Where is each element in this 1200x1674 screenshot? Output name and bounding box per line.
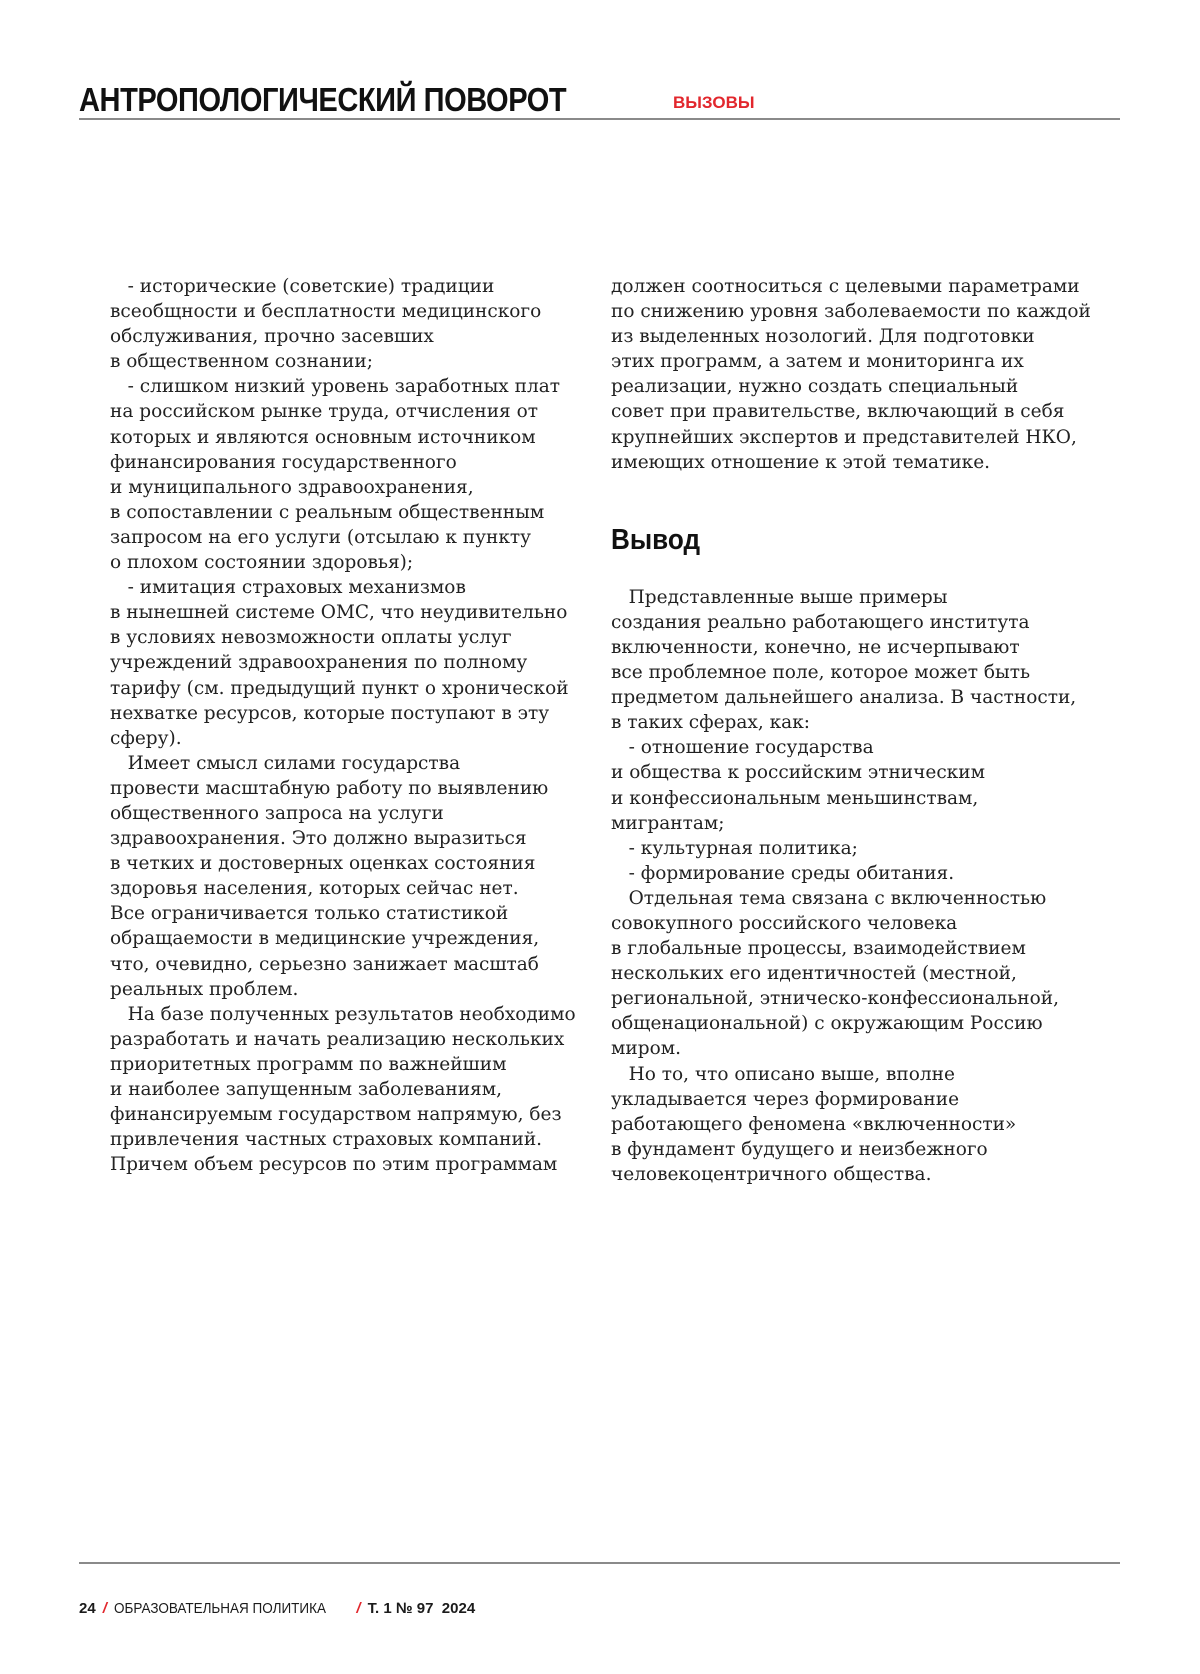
text-line: по снижению уровня заболеваемости по каждой — [611, 299, 1101, 324]
text-line: Имеет смысл силами государства — [110, 751, 590, 776]
text-line: и муниципального здравоохранения, — [110, 475, 590, 500]
text-line: что, очевидно, серьезно занижает масштаб — [110, 952, 590, 977]
text-line: - имитация страховых механизмов — [110, 575, 590, 600]
right-column-top-text — [611, 274, 1101, 475]
text-line: обслуживания, прочно засевших — [110, 324, 590, 349]
text-line: - слишком низкий уровень заработных плат — [110, 374, 590, 399]
text-line: укладывается через формирование — [611, 1087, 1101, 1112]
text-line: в фундамент будущего и неизбежного — [611, 1137, 1101, 1162]
header-rule — [79, 118, 1120, 120]
text-line: - отношение государства — [611, 735, 1101, 760]
text-line: общественного запроса на услуги — [110, 801, 590, 826]
conclusion-heading: Вывод — [611, 523, 1052, 557]
text-line: разработать и начать реализацию нескольких — [110, 1027, 590, 1052]
issue-info: Т. 1 № 97 2024 — [368, 1597, 476, 1621]
text-line: на российском рынке труда, отчисления от — [110, 399, 590, 424]
text-line: которых и являются основным источником — [110, 425, 590, 450]
text-line: здоровья населения, которых сейчас нет. — [110, 876, 590, 901]
text-line: в нынешней системе ОМС, что неудивительно — [110, 600, 590, 625]
text-line: создания реально работающего института — [611, 610, 1101, 635]
text-line: и конфессиональным меньшинствам, — [611, 786, 1101, 811]
text-line: включенности, конечно, не исчерпывают — [611, 635, 1101, 660]
text-line: миром. — [611, 1036, 1101, 1061]
text-line: тарифу (см. предыдущий пункт о хронической — [110, 676, 590, 701]
text-line: Отдельная тема связана с включенностью — [611, 886, 1101, 911]
text-line: - исторические (советские) традиции — [110, 274, 590, 299]
text-line: должен соотноситься с целевыми параметрами — [611, 274, 1101, 299]
right-column-bottom-text — [611, 585, 1101, 1187]
text-line: - культурная политика; — [611, 836, 1101, 861]
text-line: в глобальные процессы, взаимодействием — [611, 936, 1101, 961]
text-line: в условиях невозможности оплаты услуг — [110, 625, 590, 650]
text-line: совокупного российского человека — [611, 911, 1101, 936]
text-line: финансирования государственного — [110, 450, 590, 475]
text-line: запросом на его услуги (отсылаю к пункту — [110, 525, 590, 550]
text-line: учреждений здравоохранения по полному — [110, 650, 590, 675]
text-line: - формирование среды обитания. — [611, 861, 1101, 886]
text-line: мигрантам; — [611, 811, 1101, 836]
journal-section-title: АНТРОПОЛОГИЧЕСКИЙ ПОВОРОТ — [79, 79, 566, 121]
section-label: ВЫЗОВЫ — [673, 91, 755, 115]
footer-rule — [79, 1562, 1120, 1564]
text-line: совет при правительстве, включающий в себя — [611, 399, 1101, 424]
right-column — [611, 274, 1101, 1187]
text-line: работающего феномена «включенности» — [611, 1112, 1101, 1137]
text-line: в общественном сознании; — [110, 349, 590, 374]
text-line: и наиболее запущенным заболеваниям, — [110, 1077, 590, 1102]
footer-separator-1: / — [103, 1597, 107, 1621]
text-line: Но то, что описано выше, вполне — [611, 1062, 1101, 1087]
text-line: реализации, нужно создать специальный — [611, 374, 1101, 399]
text-line: приоритетных программ по важнейшим — [110, 1052, 590, 1077]
text-line: человекоцентричного общества. — [611, 1162, 1101, 1187]
text-line: имеющих отношение к этой тематике. — [611, 450, 1101, 475]
text-line: привлечения частных страховых компаний. — [110, 1127, 590, 1152]
text-line: сферу). — [110, 726, 590, 751]
text-line: в сопоставлении с реальным общественным — [110, 500, 590, 525]
text-line: общенациональной) с окружающим Россию — [611, 1011, 1101, 1036]
text-line: здравоохранения. Это должно выразиться — [110, 826, 590, 851]
page-header — [79, 79, 1120, 121]
text-line: этих программ, а затем и мониторинга их — [611, 349, 1101, 374]
left-column — [110, 274, 590, 1177]
text-line: предметом дальнейшего анализа. В частности, — [611, 685, 1101, 710]
publication-name: ОБРАЗОВАТЕЛЬНАЯ ПОЛИТИКА — [114, 1597, 326, 1621]
text-line: финансируемым государством напрямую, без — [110, 1102, 590, 1127]
text-line: крупнейших экспертов и представителей НКО, — [611, 425, 1101, 450]
text-line: все проблемное поле, которое может быть — [611, 660, 1101, 685]
text-line: Все ограничивается только статистикой — [110, 901, 590, 926]
text-line: из выделенных нозологий. Для подготовки — [611, 324, 1101, 349]
text-line: Представленные выше примеры — [611, 585, 1101, 610]
text-line: в четких и достоверных оценках состояния — [110, 851, 590, 876]
text-line: о плохом состоянии здоровья); — [110, 550, 590, 575]
text-line: провести масштабную работу по выявлению — [110, 776, 590, 801]
text-line: Причем объем ресурсов по этим программам — [110, 1152, 590, 1177]
text-line: нескольких его идентичностей (местной, — [611, 961, 1101, 986]
text-line: региональной, этническо-конфессиональной, — [611, 986, 1101, 1011]
text-line: в таких сферах, как: — [611, 710, 1101, 735]
page-footer — [79, 1597, 475, 1621]
page-number: 24 — [79, 1597, 96, 1621]
text-line: реальных проблем. — [110, 977, 590, 1002]
footer-separator-2: / — [356, 1597, 360, 1621]
text-line: На базе полученных результатов необходимо — [110, 1002, 590, 1027]
text-line: обращаемости в медицинские учреждения, — [110, 926, 590, 951]
text-line: и общества к российским этническим — [611, 760, 1101, 785]
text-line: нехватке ресурсов, которые поступают в эту — [110, 701, 590, 726]
text-line: всеобщности и бесплатности медицинского — [110, 299, 590, 324]
